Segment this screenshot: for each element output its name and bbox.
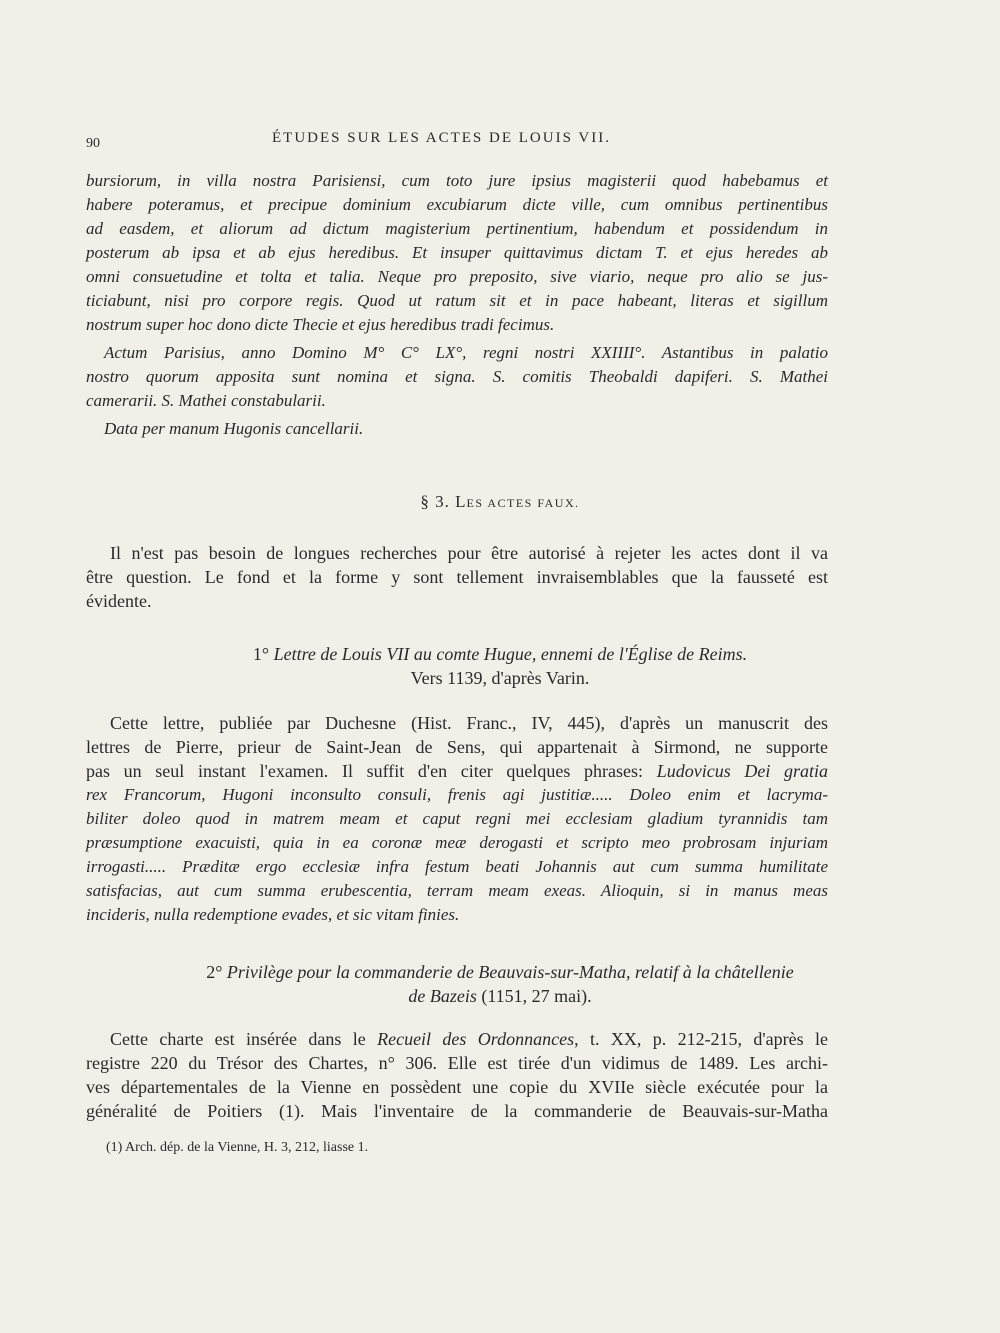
text-line: nostrum super hoc dono dicte Thecie et ejus heredibus tradi fecimus. xyxy=(86,315,555,334)
section-title-rest: ES ACTES FAUX. xyxy=(466,496,580,510)
item-number: 1° xyxy=(252,644,270,664)
text-line: ad easdem, et aliorum ad dictum magisterium pertinentium, habendum et possidendum in xyxy=(86,219,828,238)
item-title: Lettre de Louis VII au comte Hugue, ennemi de l'Église de Reims. xyxy=(273,644,748,664)
item-title-date: (1151, 27 mai). xyxy=(476,986,592,1006)
page-header xyxy=(86,130,826,154)
section-heading xyxy=(0,492,1000,512)
text-line xyxy=(110,1028,828,1050)
text-line: être question. Le fond et la forme y sont tellement invraisemblables que la fausseté est xyxy=(86,567,828,587)
text-line: registre 220 du Trésor des Chartes, n° 306. Elle est tirée d'un vidimus de 1489. Les archi- xyxy=(86,1053,828,1073)
item-title-italic: de Bazeis xyxy=(408,986,477,1006)
item-1-title xyxy=(0,644,1000,665)
text-line: rex Francorum, Hugoni inconsulto consuli, frenis agi justitiæ..... Doleo enim et lacryma- xyxy=(86,785,828,804)
text-line: biliter doleo quod in matrem meam et caput regni mei ecclesiam gladium tyrannidis tam xyxy=(86,809,828,828)
text-line: incideris, nulla redemptione evades, et sic vitam finies. xyxy=(86,905,460,924)
text-line: habere poteramus, et precipue dominium excubiarum dicte ville, cum omnibus pertinentibus xyxy=(86,195,828,214)
running-title: ÉTUDES SUR LES ACTES DE LOUIS VII. xyxy=(272,130,611,146)
text-line: nostro quorum apposita sunt nomina et signa. S. comitis Theobaldi dapiferi. S. Mathei xyxy=(86,367,828,386)
text-line: ves départementales de la Vienne en possèdent une copie du XVIIe siècle exécutée pour la xyxy=(86,1077,828,1097)
text-line: bursiorum, in villa nostra Parisiensi, cum toto jure ipsius magisterii quod habebamus et xyxy=(86,171,828,190)
text-span: Ludovicus Dei gratia xyxy=(656,761,828,781)
page-number: 90 xyxy=(86,136,100,151)
item-2-title-line-2 xyxy=(0,986,1000,1007)
text-line: Cette lettre, publiée par Duchesne (Hist. Franc., IV, 445), d'après un manuscrit des xyxy=(110,713,828,733)
text-span: pas un seul instant l'examen. Il suffit d'en citer quelques phrases: xyxy=(86,761,657,781)
item-1-date: Vers 1139, d'après Varin. xyxy=(410,668,590,688)
text-line: omni consuetudine et tolta et talia. Neque pro preposito, sive viario, neque pro alio se jus- xyxy=(86,267,828,286)
section-title-initial: L xyxy=(455,492,467,511)
text-line: præsumptione exacuisti, quia in ea coronæ meæ derogasti et scripto meo probrosam injuriam xyxy=(86,833,828,852)
text-line: satisfacias, aut cum summa erubescentia, terram meam exeas. Alioquin, si in manus meas xyxy=(86,881,828,900)
text-line: Il n'est pas besoin de longues recherches pour être autorisé à rejeter les actes dont il va xyxy=(110,543,828,563)
item-title: Privilège pour la commanderie de Beauvais-sur-Matha, relatif à la châtellenie xyxy=(226,962,794,982)
footnote: (1) Arch. dép. de la Vienne, H. 3, 212, liasse 1. xyxy=(106,1140,369,1155)
text-line: généralité de Poitiers (1). Mais l'inventaire de la commanderie de Beauvais-sur-Matha xyxy=(86,1101,828,1121)
text-line: évidente. xyxy=(86,591,152,611)
text-span: , t. XX, p. 212-215, d'après le xyxy=(574,1029,828,1049)
section-number: § 3. xyxy=(420,492,450,511)
text-span: Cette charte est insérée dans le xyxy=(110,1029,378,1049)
text-line: lettres de Pierre, prieur de Saint-Jean de Sens, qui appartenait à Sirmond, ne supporte xyxy=(86,737,828,757)
text-line xyxy=(86,760,828,782)
text-line: Data per manum Hugonis cancellarii. xyxy=(104,419,364,438)
text-span: Recueil des Ordonnances xyxy=(377,1029,575,1049)
item-2-title xyxy=(0,962,1000,983)
text-line: irrogasti..... Præditæ ergo ecclesiæ infra festum beati Johannis aut cum summa humilitate xyxy=(86,857,828,876)
text-line: ticiabunt, nisi pro corpore regis. Quod ut ratum sit et in pace habeant, literas et sigillum xyxy=(86,291,828,310)
text-line: Actum Parisius, anno Domino M° C° LX°, regni nostri XXIIII°. Astantibus in palatio xyxy=(104,343,828,362)
item-number: 2° xyxy=(206,962,223,982)
text-line: camerarii. S. Mathei constabularii. xyxy=(86,391,326,410)
text-line: posterum ab ipsa et ab ejus heredibus. Et insuper quittavimus dictam T. et ejus heredes ab xyxy=(86,243,828,262)
